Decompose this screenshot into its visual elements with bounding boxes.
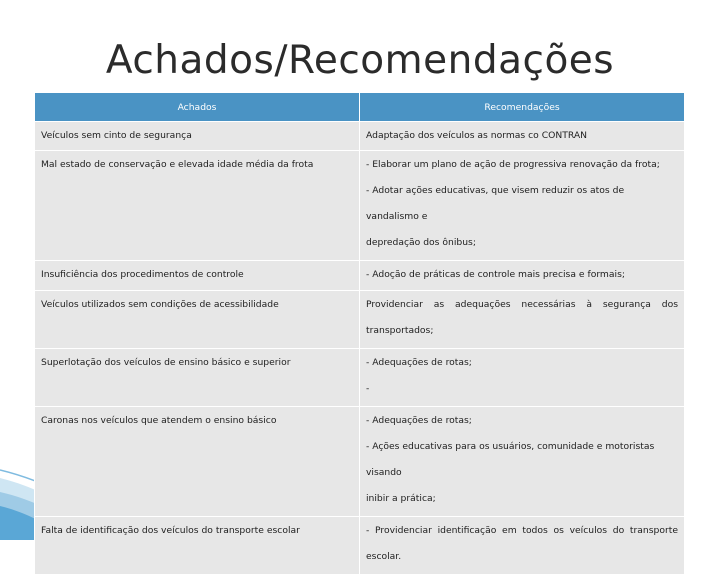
recomendacao-line: depredação dos ônibus; [366, 237, 476, 248]
recomendacao-cell [360, 291, 685, 349]
recomendacao-line: inibir a prática; [366, 493, 436, 504]
table-header-row [35, 93, 685, 122]
recomendacao-cell [360, 261, 685, 291]
achado-cell: Falta de identificação dos veículos do transporte escolar [35, 517, 360, 575]
table-row [35, 407, 685, 517]
recomendacao-line: Adaptação dos veículos as normas co CONTRAN [366, 130, 588, 141]
table-row [35, 291, 685, 349]
header-recomendacoes: Recomendações [360, 93, 685, 122]
table-row [35, 349, 685, 407]
achado-cell: Veículos utilizados sem condições de acessibilidade [35, 291, 360, 349]
recomendacao-cell [360, 122, 685, 151]
recomendacao-line: - Adoção de práticas de controle mais precisa e formais; [366, 269, 625, 280]
page-title: Achados/Recomendações [105, 38, 615, 83]
table-row [35, 261, 685, 291]
recomendacao-line: transportados; [366, 325, 434, 336]
recomendacao-line: - Adequações de rotas; [366, 357, 472, 368]
achado-cell: Veículos sem cinto de segurança [35, 122, 360, 151]
recomendacao-cell [360, 151, 685, 261]
findings-table [34, 92, 685, 575]
recomendacao-cell [360, 517, 685, 575]
recomendacao-cell [360, 407, 685, 517]
achado-cell: Superlotação dos veículos de ensino básico e superior [35, 349, 360, 407]
table-row [35, 517, 685, 575]
recomendacao-line: - [366, 383, 370, 394]
recomendacao-line: - Providenciar identificação em todos os veículos do transporte [366, 525, 678, 536]
achado-cell: Insuficiência dos procedimentos de controle [35, 261, 360, 291]
recomendacao-cell [360, 349, 685, 407]
recomendacao-line: - Elaborar um plano de ação de progressiva renovação da frota; [366, 159, 660, 170]
recomendacao-line: Providenciar as adequações necessárias à segurança dos [366, 299, 678, 310]
recomendacao-line: - Adequações de rotas; [366, 415, 472, 426]
recomendacao-line: escolar. [366, 551, 402, 562]
table-row [35, 151, 685, 261]
table-row [35, 122, 685, 151]
header-achados: Achados [35, 93, 360, 122]
recomendacao-line: - Adotar ações educativas, que visem reduzir os atos de vandalismo e [366, 185, 625, 222]
achado-cell: Mal estado de conservação e elevada idade média da frota [35, 151, 360, 261]
achado-cell: Caronas nos veículos que atendem o ensino básico [35, 407, 360, 517]
recomendacao-line: - Ações educativas para os usuários, comunidade e motoristas visando [366, 441, 655, 478]
